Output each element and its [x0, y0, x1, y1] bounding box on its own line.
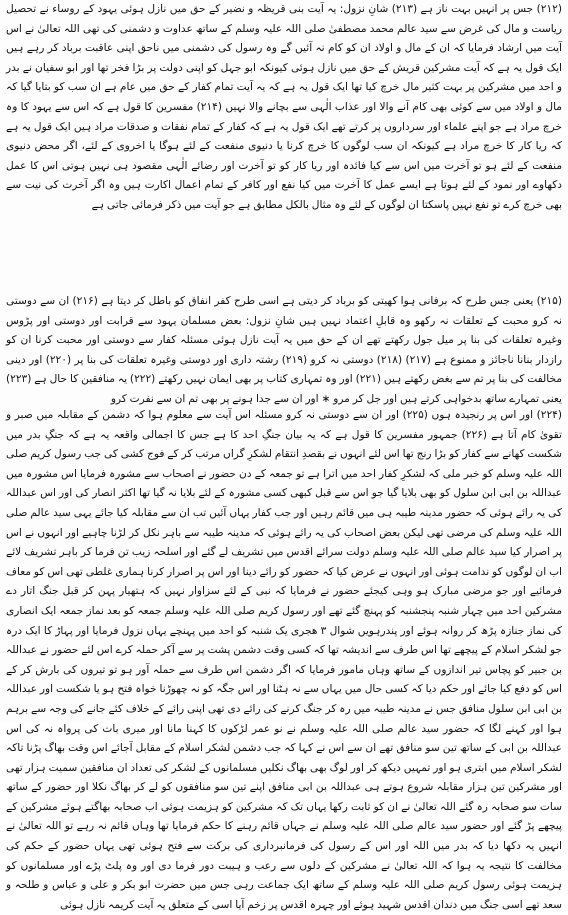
commentary-paragraph-224: (۲۲۴) اور اس پر رنجیدہ ہوں (۲۲۵) اور ان سے دوستی نہ کرو مسئلہ اس آیت سے معلوم ہوا کہ دشمن کے مقابلہ میں صبر و تقویٰ کام آتا ہے (۲۲۶) جمہور مفسرین کا قول ہے کہ یہ بیان جنگِ احد کا ہے جس کا اجمالی واقعہ یہ ہے کہ جنگِ بدر میں شکست کھانے سے کفار کو بڑا رنج تھا اس لئے انہوں نے بقصدِ انتقام لشکرِ گراں مرتب کر کے فوج کشی کی جب رسول کریم صلی اللہ علیہ وسلم کو خبر ملی کہ لشکرِ کفار احد میں اترا ہے تو جمعہ کے دن حضور نے اصحاب سے مشورہ فرمایا اس مشورہ میں عبداللہ بن ابی ابن سلول کو بھی بلایا گیا جو اس سے قبل کبھی کسی مشورہ کے لئے بلایا نہ گیا تھا اکثر انصار کی اور اس عبداللہ کی یہ رائے ہوئی کہ حضور مدینہ طیبہ ہی میں قائم رہیں اور جب کفار یہاں آئیں تب ان سے مقابلہ کیا جائے یہی سید عالم صلی اللہ علیہ وسلم کی مرضی تھی لیکن بعض اصحاب کی یہ رائے ہوئی کہ مدینہ طیبہ سے باہر نکل کر لڑنا چاہیے اور انہوں نے اس پر اصرار کیا سید عالم صلی اللہ علیہ وسلم دولت سرائے اقدس میں تشریف لے گئے اور اسلحہ زیب تن فرما کر باہر تشریف لائے اب ان لوگوں کو ندامت ہوئی اور انہوں نے عرض کیا کہ حضور کو رائے دینا اور اس پر اصرار کرنا ہماری غلطی تھی اس کو معاف فرمائیے اور جو مرضی مبارک ہو وہی کیجئے حضور نے فرمایا کہ نبی کے لئے سزاوار نہیں کہ ہتھیار پہن کر قبل جنگ اتار دے مشرکین احد میں چہار شنبہ پنجشنبہ کو پہنچ گئے تھے اور رسول کریم صلی اللہ علیہ وسلم جمعہ کو بعد نماز جمعہ ایک انصاری کی نماز جنازہ پڑھ کر روانہ ہوئے اور پندرہویں شوال ۳ ھجری یک شنبہ کو احد میں پہنچے یہاں نزول فرمایا اور پہاڑ کا ایک درہ جو لشکر اسلام کے پیچھے تھا اس طرف سے اندیشہ تھا کہ کسی وقت دشمن پشت پر سے آکر حملہ کرے اس لئے حضور نے عبداللہ بن جبیر کو پچاس تیر اندازوں کے ساتھ وہاں مامور فرمایا کہ اگر دشمن اس طرف سے حملہ آور ہو تو تیروں کی بارش کر کے اس کو دفع کیا جائے اور حکم دیا کہ کسی حال میں یہاں سے نہ ہٹنا اور اس جگہ کو نہ چھوڑنا خواہ فتح ہو یا شکست اور عبداللہ بن ابی ابن سلول منافق جس نے مدینہ طیبہ میں رہ کر جنگ کرنے کی رائے دی تھی اپنی رائے کے خلاف کئے جانے کی وجہ سے برہم ہوا اور کہنے لگا کہ حضور سید عالم صلی اللہ علیہ وسلم نے نو عمر لڑکوں کا کہنا مانا اور میری بات کی پرواہ نہ کی اس عبداللہ بن ابی کے ساتھ تین سو منافق تھے ان سے اس نے کہا کہ جب دشمن لشکر اسلام کے مقابل آجائے اس وقت بھاگ پڑنا تاکہ لشکر اسلام میں ابتری ہو اور تمہیں دیکھ کر اور لوگ بھی بھاگ نکلیں مسلمانوں کے لشکر کی تعداد ان منافقین سمیت ہزار تھی اور مشرکین تین ہزار مقابلہ شروع ہوتے ہی عبداللہ بن ابی منافق اپنے تین سو منافقوں کو لے کر بھاگ نکلا اور حضور کے ساتھ سات سو صحابہ رہ گئے اللہ تعالیٰ نے ان کو ثابت رکھا یہاں تک کہ مشرکین کو ہزیمت ہوئی اب صحابہ بھاگتے ہوئے مشرکین کے پیچھے پڑ گئے اور حضور سید عالم صلی اللہ علیہ وسلم نے جہاں قائم رہنے کا حکم فرمایا تھا وہاں قائم نہ رہے تو اللہ تعالیٰ نے انہیں یہ دکھا دیا کہ بدر میں اللہ اور اس کے رسول کی فرمانبرداری کی برکت سے فتح ہوئی تھی یہاں حضور کے حکم کی مخالفت کا نتیجہ یہ ہوا کہ اللہ تعالیٰ نے مشرکین کے دلوں سے رعب و ہیبت دور فرما دی اور وہ پلٹ پڑے اور مسلمانوں کو ہزیمت ہوئی رسول کریم صلی اللہ علیہ وسلم کے ساتھ ایک جماعت رہی جس میں حضرت ابو بکر و علی و عباس و طلحہ و سعد تھے اسی جنگ میں دندان اقدس شہید ہوئے اور چہرہ اقدس پر زخم آیا اسی کے متعلق یہ آیت کریمہ نازل ہوئی	[6, 409, 562, 911]
commentary-paragraph-215: (۲۱۵) یعنی جس طرح کہ برفانی ہوا کھیتی کو برباد کر دیتی ہے اسی طرح کفر انفاق کو باطل کر دیتا ہے (۲۱۶) ان سے دوستی نہ کرو محبت کے تعلقات نہ رکھو وہ قابلِ اعتماد نہیں ہیں شانِ نزول: بعض مسلمان یہود سے قرابت اور دوستی اور پڑوس وغیرہ تعلقات کی بنا پر میل جول رکھتے تھے ان کے حق میں یہ آیت نازل ہوئی مسئلہ کفار سے دوستی اور محبت کرنا ان کو رازدار بنانا ناجائز و ممنوع ہے (۲۱۷) (۲۱۸) دوستی نہ کرو (۲۱۹) رشتہ داری اور دوستی وغیرہ تعلقات کی بنا پر (۲۲۰) اور دینی مخالفت کی بنا پر تم سے بغض رکھتے ہیں (۲۲۱) اور وہ تمہاری کتاب پر بھی ایمان نہیں رکھتے (۲۲۲) یہ منافقین کا حال ہے (۲۲۳) یعنی تمہارے ساتھ بدخواہی کرتے ہیں اور جل کر مرو ∗ اور ان سے جدا ہونے پر بھی تم ان سے نفرت کرو	[6, 295, 563, 405]
commentary-paragraph-212: (۲۱۲) جس پر انہیں بہت ناز ہے (۲۱۳) شانِ نزول: یہ آیت بنی قریظہ و نضیر کے حق میں نازل ہوئی یہود کے روساء نے تحصیل ریاست و مال کی غرض سے سید عالم محمد مصطفیٰ صلی اللہ علیہ وسلم کے ساتھ عداوت و دشمنی کی تھی اللہ تعالیٰ نے اس آیت میں ارشاد فرمایا کہ ان کے مال و اولاد ان کو کام نہ آئیں گے وہ رسول کی دشمنی میں ناحق اپنی عاقبت برباد کر رہے ہیں ایک قول یہ ہے کہ آیت مشرکین قریش کے حق میں نازل ہوئی کیونکہ ابو جہل کو اپنی دولت پر بڑا فخر تھا اور ابو سفیان نے بدر و احد میں مشرکین پر بہت کثیر مال خرچ کیا تھا ایک قول یہ ہے کہ یہ آیت تمام کفار کے حق میں عام ہے ان سب کو بتایا گیا کہ مال و اولاد میں سے کوئی بھی کام آنے والا اور عذاب الٰہی سے بچانے والا نہیں (۲۱۴) مفسرین کا قول ہے کہ اس سے یہود کا وہ خرچ مراد ہے جو اپنے علماء اور سرداروں پر کرتے تھے ایک قول یہ ہے کہ کفار کے تمام نفقات و صدقات مراد ہیں ایک قول یہ ہے کہ ریا کار کا خرچ مراد ہے کیونکہ ان سب لوگوں کا خرچ کرنا یا دنیوی منفعت کے لئے ہوگا یا اخروی کے لئے، اگر محض دنیوی منفعت کے لئے ہو تو آخرت میں اس سے کیا فائدہ اور ریا کار کو تو آخرت اور رضائے الٰہی مقصود ہی نہیں ہوتی اس کا عمل دکھاوے اور نمود کے لئے ہوتا ہے ایسے عمل کا آخرت میں کیا نفع اور کافر کے تمام اعمال اکارت ہیں وہ اگر آخرت کی نیت سے بھی خرچ کرے تو نفع نہیں پاسکتا ان لوگوں کے لئے وہ مثال بالکل مطابق ہے جو آیت میں ذکر فرمائی جاتی ہے	[6, 3, 563, 211]
